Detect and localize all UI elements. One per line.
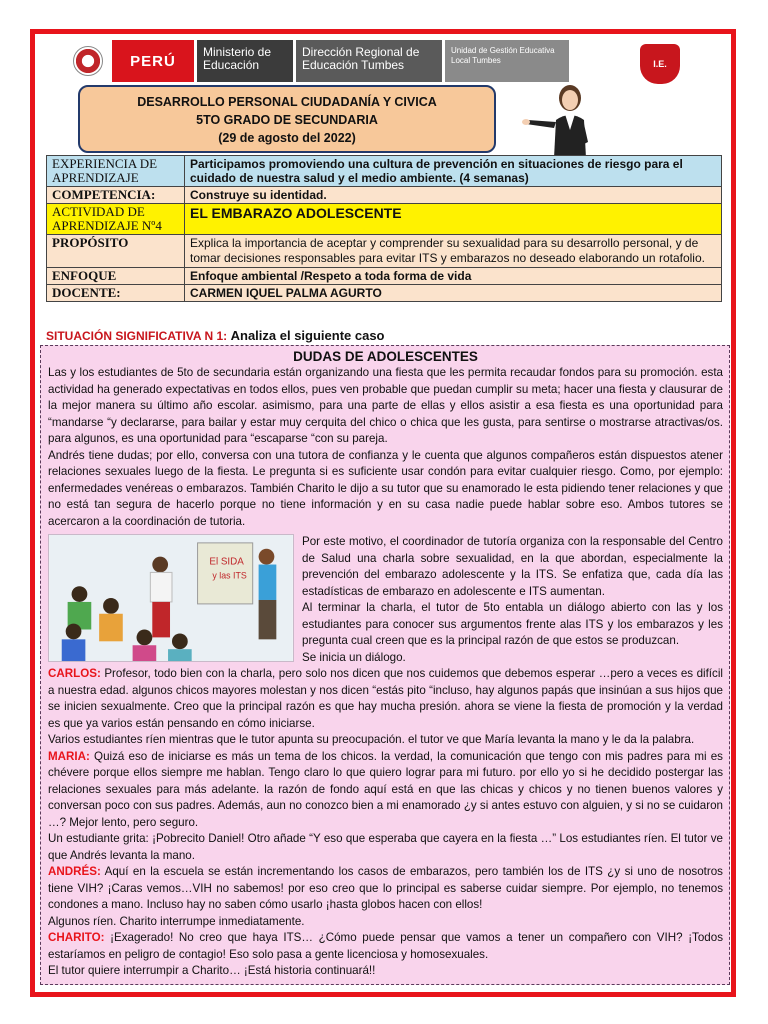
speaker-maria: MARIA:: [48, 749, 90, 763]
illustration-row: [48, 534, 723, 666]
dre-label: Dirección Regional de Educación Tumbes: [296, 40, 442, 82]
ugel-label: Unidad de Gestión Educativa Local Tumbes: [445, 40, 569, 82]
case-paragraph-1: Las y los estudiantes de 5to de secundaria están organizando una fiesta que les permita recaudar fondos para su promoción. esta actividad ha generado expectativas en todos ellos, pues ven probable que puedan cumplir su meta; hacer una fiesta y clausurar de la mejor manera su último año escolar. asimismo, para una parte de ellas y ellos asistir a esa fiesta es una oportunidad para “mandarse “y declararse, para bailar y estar muy cerquita del chico o chica que les gusta, para sentirse o mostrarse atractivas/os. para algunos, es una oportunidad para “escaparse “con su pareja.: [48, 366, 723, 445]
charito-text: ¡Exagerado! No creo que haya ITS… ¿Cómo puede pensar que vamos a tener un compañero con VIH? ¡Todos estaríamos en peligro de contagio! Eso solo pasa a gente licenciosa y homosexuales.: [48, 931, 723, 961]
peru-label: PERÚ: [112, 40, 194, 82]
enfoque-value: Enfoque ambiental /Respeto a toda forma de vida: [185, 268, 722, 285]
dialogue-maria: [48, 749, 723, 832]
actividad-label: ACTIVIDAD DE APRENDIZAJE Nº4: [47, 204, 185, 235]
speaker-carlos: CARLOS:: [48, 667, 101, 680]
school-shield-icon: I.E.: [640, 44, 680, 84]
school-logo: [636, 42, 684, 86]
carlos-text: Profesor, todo bien con la charla, pero solo nos dicen que nos cuidemos que debemos esperar …pero a veces es difícil a nuestra edad. algunos chicos mayores molestan y nos dicen “estás pito “incluso, hay algunos papás que insinúan a sus hijos que se inicien sexualmente. Creo que la principal razón es que hay mucha presión. ahora se viene la fiesta de promoción y la verdad es que ya varios están pensando en cómo iniciarse.: [48, 667, 723, 730]
case-paragraph-2: Andrés tiene dudas; por ello, conversa con una tutora de confianza y le cuenta que algunos compañeros están dispuestos atener relaciones sexuales luego de la fiesta. Le pregunta si es suficiente usar condón para evitar cualquier riesgo. Como, por ejemplo: enfermedades venéreas o embarazos. También Charito le dijo a su tutor que su enamorado le esta pidiendo tener relaciones y que no está tan segura de hacerlo porque no tiene información y en su casa nadie puede hablar sobre eso. Ambos tutores se acercaron a la coordinación de tutoria.: [48, 448, 723, 528]
competencia-label: COMPETENCIA:: [47, 187, 185, 204]
title-line-3: (29 de agosto del 2022): [218, 131, 356, 145]
maria-text: Quizá eso de iniciarse es más un tema de los chicos. la verdad, la comunicación que tengo con mis padres para mi es chévere porque ellos siempre me hablan. Tengo claro lo que quiero lograr para mi futuro. por ello yo si he decidido postergar las relaciones sexuales para más adelante. la razón de fondo aquí está en que las chicas y chicos y no tienen buenos valores y conversan poco con sus padres. Además, aun no conozco bien a mi enamorado ¿y si antes estuvo con alguien, y si no se cuidaron …? Mejor lento, pero seguro.: [48, 749, 723, 829]
situation-label: SITUACIÓN SIGNIFICATIVA N 1:: [46, 329, 228, 343]
enfoque-label: ENFOQUE: [47, 268, 185, 285]
experiencia-value: Participamos promoviendo una cultura de prevención en situaciones de riesgo para el cuidado de nuestra salud y el medio ambiente. (4 semanas): [185, 156, 722, 187]
teacher-illustration: [520, 80, 610, 158]
row-docente: [47, 285, 722, 302]
classroom-illustration: [48, 534, 294, 662]
speaker-andres: ANDRÉS:: [48, 865, 101, 878]
row-proposito: [47, 235, 722, 268]
info-table: [46, 155, 722, 302]
national-seal-icon: [64, 40, 112, 82]
experiencia-label: EXPERIENCIA DE APRENDIZAJE: [47, 156, 185, 187]
case-paragraph-4: Al terminar la charla, el tutor de 5to entabla un diálogo abierto con las y los estudiantes para conocer sus argumentos frente alas ITS y los embarazos y les pregunta cual creen que es la principal razón de que estos se produzcan.: [302, 601, 723, 647]
row-competencia: [47, 187, 722, 204]
case-paragraph-5: Se inicia un diálogo.: [302, 650, 406, 664]
header-logo-bar: [64, 40, 634, 82]
title-line-1: DESARROLLO PERSONAL CIUDADANÍA Y CIVICA: [137, 95, 437, 109]
svg-text:y las ITS: y las ITS: [212, 570, 247, 581]
dialogue-charito: [48, 930, 723, 963]
illustration-sign-text: El SIDA: [209, 556, 244, 568]
case-paragraph-9: El tutor quiere interrumpir a Charito… ¡Está historia continuará!!: [48, 964, 376, 977]
competencia-value: Construye su identidad.: [185, 187, 722, 204]
case-title: DUDAS DE ADOLESCENTES: [293, 349, 478, 364]
row-experiencia: [47, 156, 722, 187]
situation-instruction: Analiza el siguiente caso: [230, 328, 385, 343]
situation-heading: [46, 328, 385, 343]
case-paragraph-7: Un estudiante grita: ¡Pobrecito Daniel! Otro añade “Y eso que esperaba que cayera en la fiesta …” Los estudiantes ríen. El tutor ve que Andrés levanta la mano.: [48, 832, 723, 862]
speaker-charito: CHARITO:: [48, 931, 105, 944]
illustration-side-text: [302, 534, 723, 666]
minedu-label: Ministerio de Educación: [197, 40, 293, 82]
docente-value: CARMEN IQUEL PALMA AGURTO: [185, 285, 722, 302]
docente-label: DOCENTE:: [47, 285, 185, 302]
row-actividad: [47, 204, 722, 235]
andres-text: Aquí en la escuela se están incrementando los casos de embarazos, pero también los de ITS ¿y si uno de nosotros tiene VIH? ¡Caras vemos…VIH no sabemos! por eso creo que lo principal es saberse cuidar siempre. Por ejemplo, no tenemos condones a mano. Incluso hay no saben cómo usarlo ¡hasta globos hacen con ellos!: [48, 865, 723, 911]
case-paragraph-6: Varios estudiantes ríen mientras que le tutor apunta su preocupación. el tutor ve que María levanta la mano y le da la palabra.: [48, 733, 695, 746]
case-paragraph-3: Por este motivo, el coordinador de tutoría organiza con la responsable del Centro de Salud una charla sobre sexualidad, en la que abordan, especialmente la prevención del embarazo adolescente y la ITS. Se enfatiza que, cada día las estadísticas de embarazo en adolescente e ITS aumentan.: [302, 535, 723, 598]
dialogue-andres: [48, 864, 723, 914]
row-enfoque: [47, 268, 722, 285]
case-paragraph-8: Algunos ríen. Charito interrumpe inmediatamente.: [48, 914, 305, 928]
dialogue-carlos: [48, 666, 723, 732]
case-box: [40, 345, 730, 985]
actividad-value: EL EMBARAZO ADOLESCENTE: [185, 204, 722, 235]
title-line-2: 5TO GRADO DE SECUNDARIA: [196, 113, 378, 127]
proposito-value: Explica la importancia de aceptar y comprender su sexualidad para su desarrollo personal, y de tomar decisiones responsables para evitar ITS y embarazos no deseado elaborando un rotafolio.: [185, 235, 722, 268]
proposito-label: PROPÓSITO: [47, 235, 185, 268]
title-box: [78, 85, 496, 153]
